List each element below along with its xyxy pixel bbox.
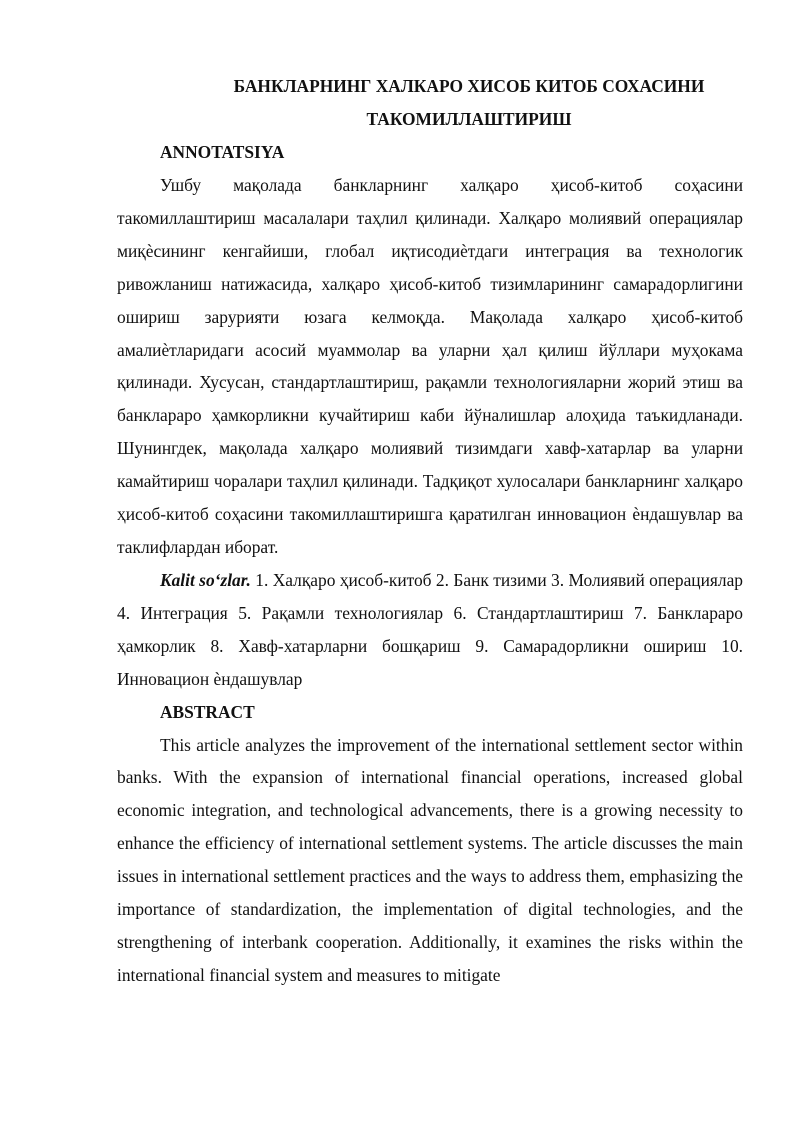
- keywords-paragraph: [117, 564, 743, 696]
- paper-title: [195, 70, 743, 136]
- document-page: [117, 70, 743, 992]
- keywords-label: Kalit so‘zlar.: [160, 569, 251, 590]
- annotation-heading: ANNOTATSIYA: [160, 142, 285, 162]
- paper-title-line-2: ТАКОМИЛЛАШТИРИШ: [366, 109, 572, 129]
- keywords-list: 1. Халқаро ҳисоб-китоб 2. Банк тизими 3. Молиявий операциялар 4. Интеграция 5. Рақамли технологиялар 6. Стандартлаштириш 7. Банклараро ҳамкорлик 8. Хавф-хатарларни бошқариш 9. Самарадорликни ошириш 10. Инновацион ѐндашувлар: [117, 569, 744, 689]
- abstract-paragraph: This article analyzes the improvement of the international settlement sector within banks. With the expansion of international financial operations, increased global economic integration, and technological advancements, there is a growing necessity to enhance the efficiency of international settlement systems. The article discusses the main issues in international settlement practices and the ways to address them, emphasizing the importance of standardization, the implementation of digital technologies, and the strengthening of interbank cooperation. Additionally, it examines the risks within the international financial system and measures to mitigate: [117, 734, 743, 985]
- paper-title-line-1: БАНКЛАРНИНГ ХАЛКАРО ХИСОБ КИТОБ СОХАСИНИ: [233, 76, 705, 96]
- abstract-heading: ABSTRACT: [160, 701, 255, 722]
- annotation-paragraph: Ушбу мақолада банкларнинг халқаро ҳисоб-китоб соҳасини такомиллаштириш масалалари таҳлил қилинади. Халқаро молиявий операциялар миқѐсининг кенгайиши, глобал иқтисодиѐтдаги интеграция ва технологик ривожланиш натижасида, халқаро ҳисоб-китоб тизимларининг самарадорлигини ошириш зарурияти юзага келмоқда. Мақолада халқаро ҳисоб-китоб амалиѐтларидаги асосий муаммолар ва уларни ҳал қилиш йўллари муҳокама қилинади. Хусусан, стандартлаштириш, рақамли технологияларни жорий этиш ва банклараро ҳамкорликни кучайтириш каби йўналишлар алоҳида таъкидланади. Шунингдек, мақолада халқаро молиявий тизимдаги хавф-хатарлар ва уларни камайтириш чоралари таҳлил қилинади. Тадқиқот хулосалари банкларнинг халқаро ҳисоб-китоб соҳасини такомиллаштиришга қаратилган инновацион ѐндашувлар ва таклифлардан иборат.: [117, 175, 743, 557]
